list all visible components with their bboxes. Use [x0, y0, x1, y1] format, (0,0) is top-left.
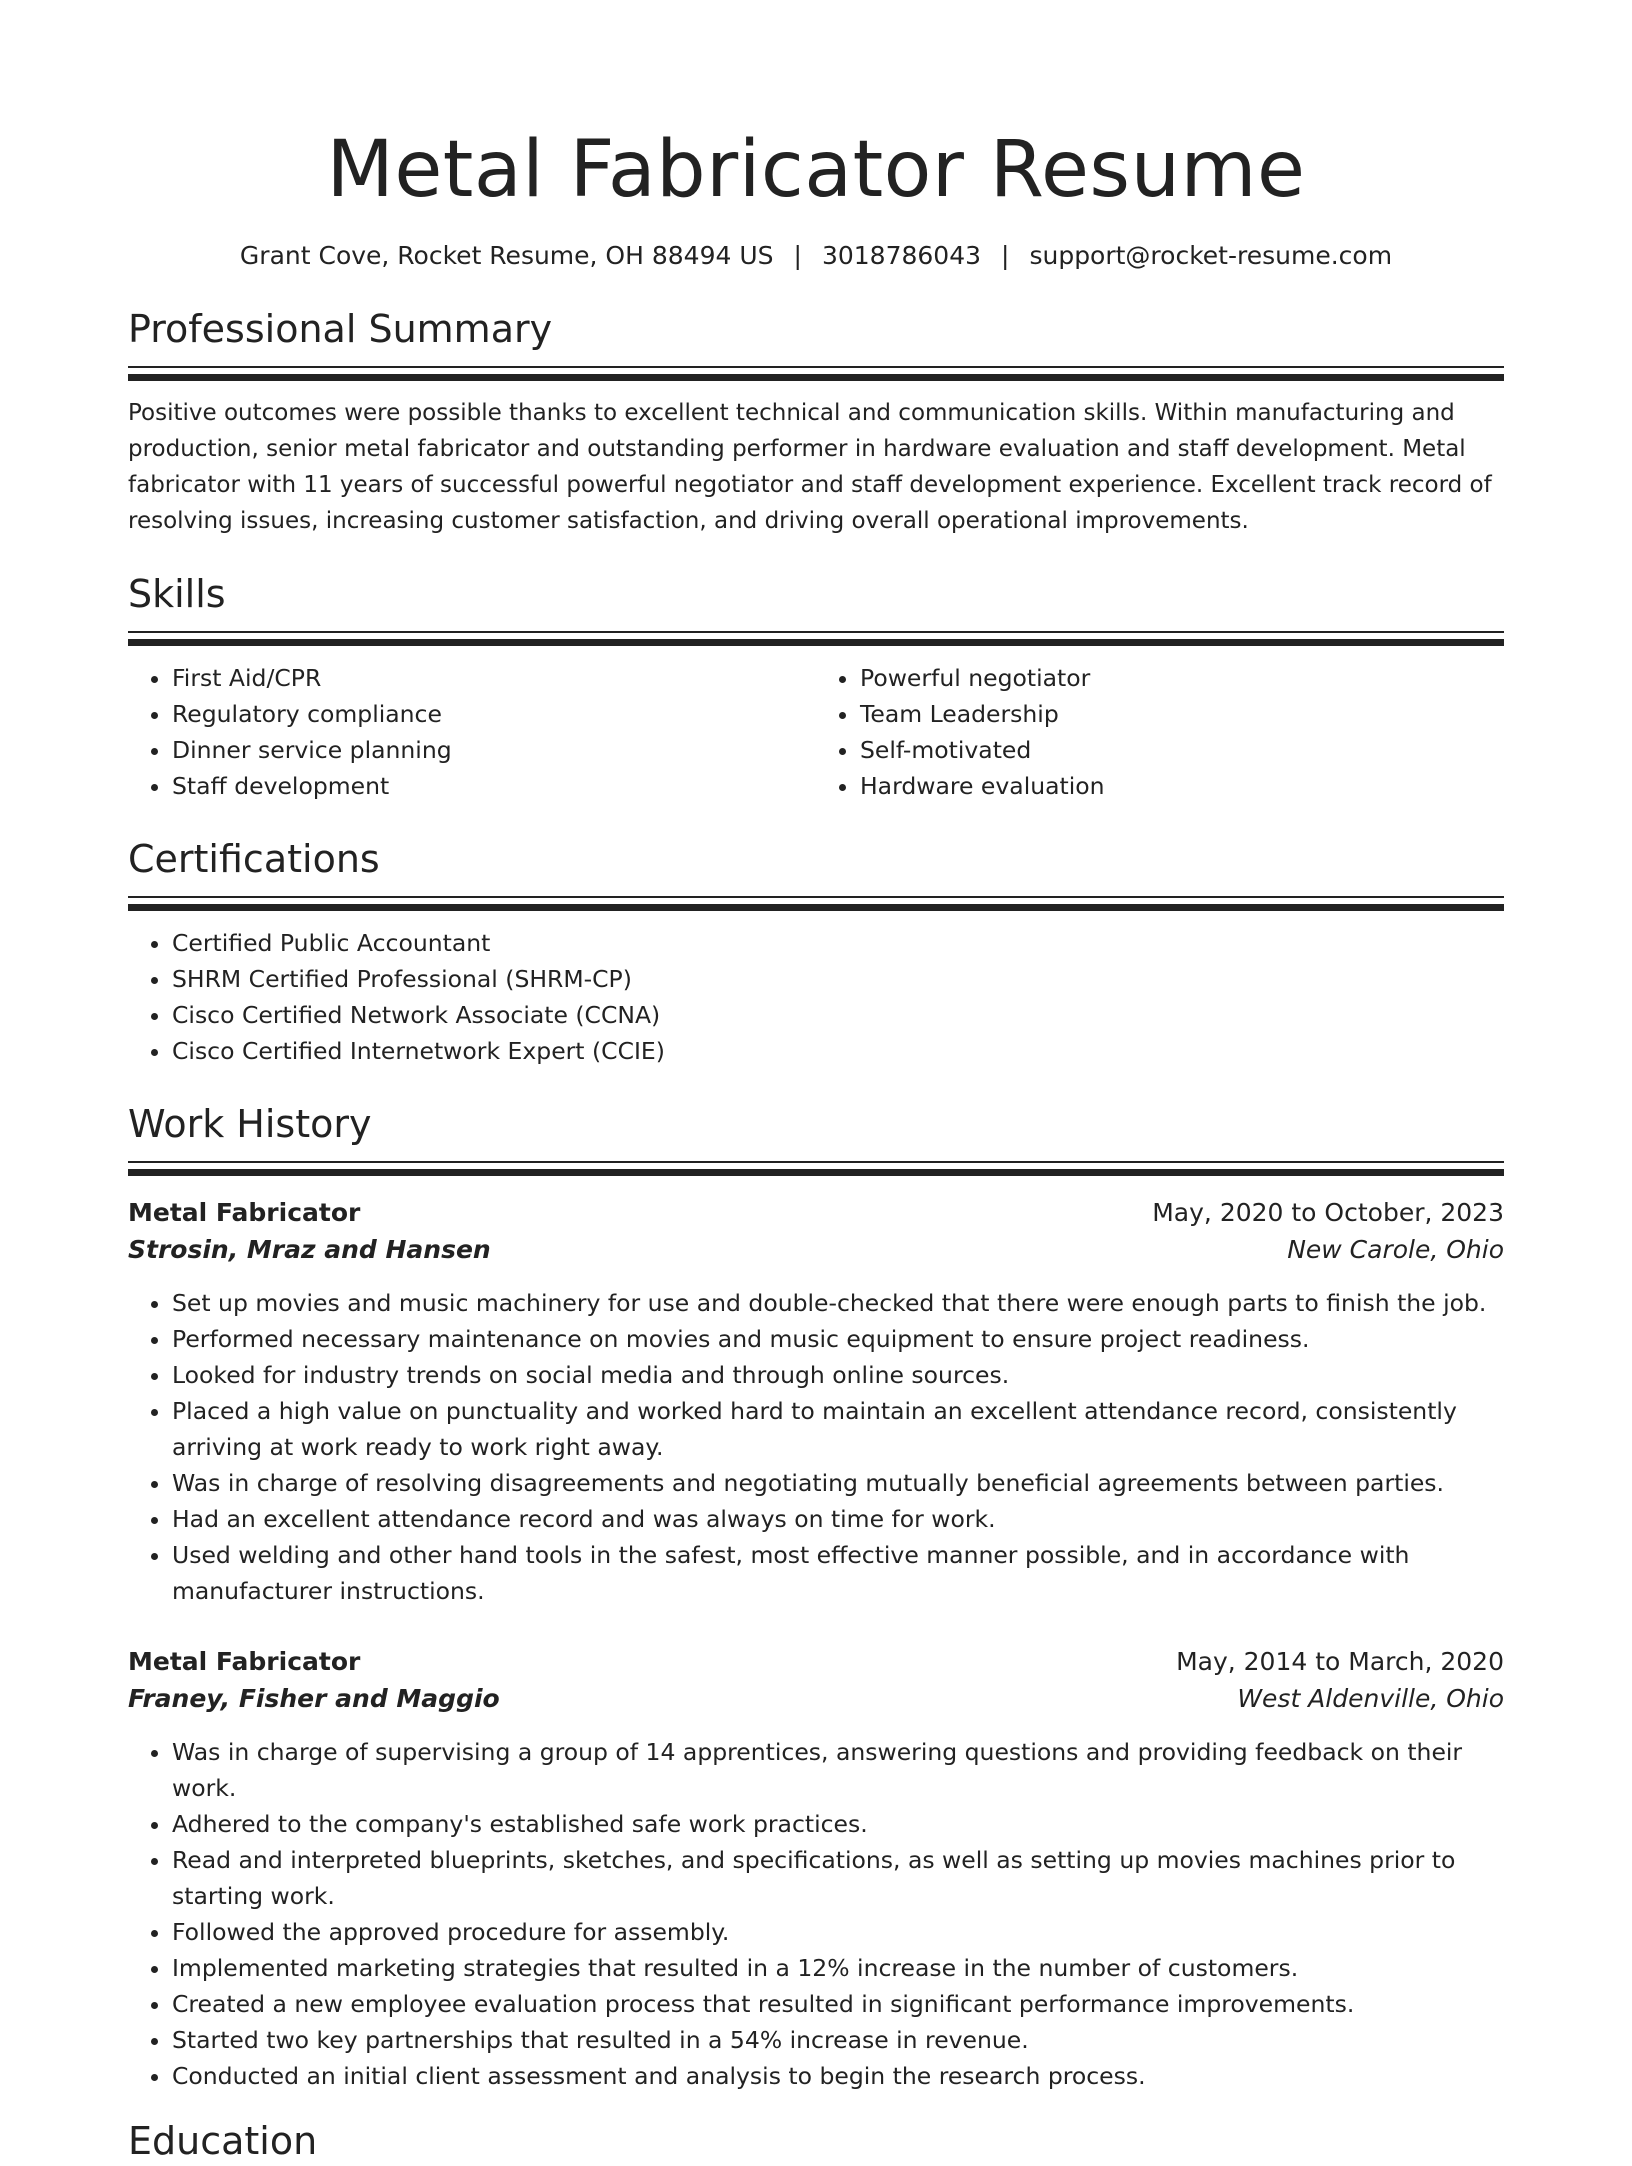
- job-location: New Carole, Ohio: [1287, 1235, 1504, 1264]
- skill-item: • Dinner service planning: [172, 732, 816, 768]
- skill-item: • Hardware evaluation: [860, 768, 1504, 804]
- job-subheader: [128, 1231, 1504, 1269]
- job-dates: May, 2020 to October, 2023: [1152, 1198, 1504, 1227]
- work-history-section: [128, 1099, 1504, 2094]
- job-duties-list: [128, 1734, 1504, 2094]
- certifications-section: [128, 834, 1504, 1069]
- summary-text: Positive outcomes were possible thanks to excellent technical and communication skills. Within manufacturing and production, senior metal fabricator and outstanding performer in hardware evaluation and staff development. Metal fabricator with 11 years of successful powerful negotiator and staff development experience. Excellent track record of resolving issues, increasing customer satisfaction, and driving overall operational improvements.: [128, 400, 1492, 534]
- job-title: Metal Fabricator: [128, 1647, 361, 1676]
- skills-list-right: [816, 660, 1504, 804]
- certification-item: • SHRM Certified Professional (SHRM-CP): [172, 961, 1504, 997]
- job-duty: • Placed a high value on punctuality and worked hard to maintain an excellent attendance record, consistently arriving at work ready to work right away.: [172, 1393, 1504, 1465]
- certifications-heading: Certifications: [128, 837, 380, 881]
- page-title: Metal Fabricator Resume: [326, 125, 1306, 215]
- education-heading: Education: [128, 2119, 318, 2163]
- section-divider: [128, 631, 1504, 646]
- job-duty: • Started two key partnerships that resulted in a 54% increase in revenue.: [172, 2022, 1504, 2058]
- job-duty: • Adhered to the company's established safe work practices.: [172, 1806, 1504, 1842]
- contact-separator: |: [1001, 241, 1010, 270]
- skills-heading: Skills: [128, 572, 226, 616]
- job-duty: • Implemented marketing strategies that resulted in a 12% increase in the number of customers.: [172, 1950, 1504, 1986]
- skill-item: • Staff development: [172, 768, 816, 804]
- skills-grid: [128, 646, 1504, 804]
- job-dates: May, 2014 to March, 2020: [1176, 1647, 1504, 1676]
- contact-address: Grant Cove, Rocket Resume, OH 88494 US: [239, 241, 774, 270]
- job-header: [128, 1643, 1504, 1680]
- job-duty: • Read and interpreted blueprints, sketches, and specifications, as well as setting up movies machines prior to starting work.: [172, 1842, 1504, 1914]
- skill-item: • Regulatory compliance: [172, 696, 816, 732]
- skill-item: • Self-motivated: [860, 732, 1504, 768]
- skills-section: [128, 569, 1504, 804]
- contact-phone: 3018786043: [821, 241, 982, 270]
- certification-item: • Certified Public Accountant: [172, 925, 1504, 961]
- job-duty: • Created a new employee evaluation process that resulted in significant performance improvements.: [172, 1986, 1504, 2022]
- job-company: Strosin, Mraz and Hansen: [128, 1235, 491, 1264]
- job-subheader: [128, 1680, 1504, 1718]
- section-divider: [128, 1161, 1504, 1176]
- certification-item: • Cisco Certified Internetwork Expert (CCIE): [172, 1033, 1504, 1069]
- certification-item: • Cisco Certified Network Associate (CCNA): [172, 997, 1504, 1033]
- section-divider: [128, 366, 1504, 381]
- certifications-list: [128, 925, 1504, 1069]
- job-title: Metal Fabricator: [128, 1198, 361, 1227]
- skill-item: • First Aid/CPR: [172, 660, 816, 696]
- skills-list-left: [128, 660, 816, 804]
- job-duty: • Had an excellent attendance record and was always on time for work.: [172, 1501, 1504, 1537]
- education-section: [128, 2116, 1504, 2166]
- contact-line: [128, 238, 1504, 274]
- summary-heading: Professional Summary: [128, 307, 553, 351]
- summary-section: [128, 304, 1504, 539]
- skill-item: • Team Leadership: [860, 696, 1504, 732]
- job-company: Franey, Fisher and Maggio: [128, 1684, 500, 1713]
- job-duty: • Looked for industry trends on social media and through online sources.: [172, 1357, 1504, 1393]
- job-duty: • Conducted an initial client assessment and analysis to begin the research process.: [172, 2058, 1504, 2094]
- resume-page: [128, 0, 1504, 2166]
- job-entry: [128, 1643, 1504, 2094]
- contact-separator: |: [793, 241, 802, 270]
- job-duty: • Set up movies and music machinery for use and double-checked that there were enough parts to finish the job.: [172, 1285, 1504, 1321]
- job-duty: • Was in charge of resolving disagreements and negotiating mutually beneficial agreements between parties.: [172, 1465, 1504, 1501]
- job-duty: • Used welding and other hand tools in the safest, most effective manner possible, and in accordance with manufacturer instructions.: [172, 1537, 1504, 1609]
- job-duty: • Performed necessary maintenance on movies and music equipment to ensure project readiness.: [172, 1321, 1504, 1357]
- work-history-heading: Work History: [128, 1102, 372, 1146]
- job-duty: • Was in charge of supervising a group of 14 apprentices, answering questions and providing feedback on their work.: [172, 1734, 1504, 1806]
- job-location: West Aldenville, Ohio: [1237, 1684, 1504, 1713]
- job-duty: • Followed the approved procedure for assembly.: [172, 1914, 1504, 1950]
- section-divider: [128, 896, 1504, 911]
- job-entry: [128, 1194, 1504, 1609]
- job-header: [128, 1194, 1504, 1231]
- job-duties-list: [128, 1285, 1504, 1609]
- skill-item: • Powerful negotiator: [860, 660, 1504, 696]
- contact-email: support@rocket-resume.com: [1029, 241, 1393, 270]
